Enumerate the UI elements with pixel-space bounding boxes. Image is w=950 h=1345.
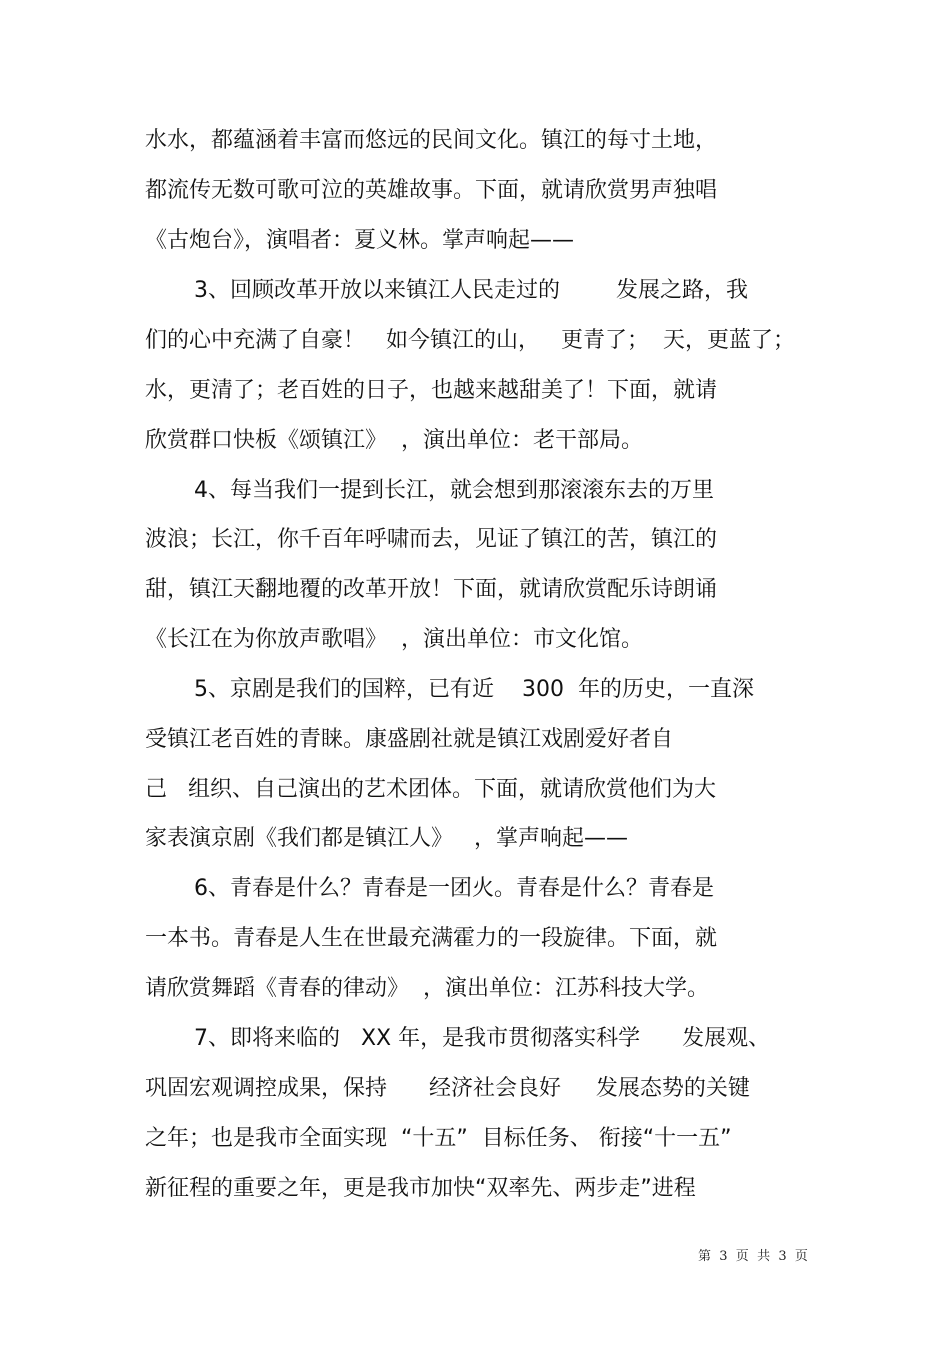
text-line-21: 之年；也是我市全面实现 “十五” 目标任务、 衔接“十一五” — [145, 1126, 732, 1151]
text-line-9: 波浪；长江，你千百年呼啸而去，见证了镇江的苦，镇江的 — [145, 527, 718, 552]
text-line-13: 受镇江老百姓的青睐。康盛剧社就是镇江戏剧爱好者自 — [145, 727, 674, 752]
text-line-1: 水水，都蕴涵着丰富而悠远的民间文化。镇江的每寸土地， — [145, 128, 718, 153]
text-line-16: 6、青春是什么？青春是一团火。青春是什么？青春是 — [194, 876, 714, 901]
text-line-2: 都流传无数可歌可泣的英雄故事。下面，就请欣赏男声独唱 — [145, 178, 718, 203]
text-line-15: 家表演京剧《我们都是镇江人》 ，掌声响起—— — [145, 826, 628, 851]
page-footer: 第 3 页 共 3 页 — [698, 1249, 808, 1264]
text-line-10: 甜，镇江天翻地覆的改革开放！下面，就请欣赏配乐诗朗诵 — [145, 577, 718, 602]
text-line-18: 请欣赏舞蹈《青春的律动》 ，演出单位：江苏科技大学。 — [145, 976, 709, 1001]
text-line-22: 新征程的重要之年，更是我市加快“双率先、两步走”进程 — [145, 1176, 696, 1201]
text-line-11: 《长江在为你放声歌唱》 ，演出单位：市文化馆。 — [145, 627, 643, 652]
text-line-3: 《古炮台》，演唱者：夏义林。掌声响起—— — [145, 228, 575, 253]
text-line-20: 巩固宏观调控成果，保持 经济社会良好 发展态势的关键 — [145, 1076, 750, 1101]
text-line-19: 7、即将来临的 XX 年，是我市贯彻落实科学 发展观、 — [194, 1026, 771, 1051]
text-line-12: 5、京剧是我们的国粹，已有近 300 年的历史，一直深 — [194, 677, 754, 702]
text-line-5: 们的心中充满了自豪！ 如今镇江的山， 更青了； 天，更蓝了； — [145, 328, 795, 353]
text-line-6: 水，更清了；老百姓的日子，也越来越甜美了！下面，就请 — [145, 378, 718, 403]
text-line-4: 3、回顾改革开放以来镇江人民走过的 发展之路，我 — [194, 278, 748, 303]
text-line-17: 一本书。青春是人生在世最充满霍力的一段旋律。下面，就 — [145, 926, 718, 951]
text-line-7: 欣赏群口快板《颂镇江》 ，演出单位：老干部局。 — [145, 428, 643, 453]
text-line-8: 4、每当我们一提到长江，就会想到那滚滚东去的万里 — [194, 478, 714, 503]
text-line-14: 己 组织、自己演出的艺术团体。下面，就请欣赏他们为大 — [145, 777, 716, 802]
